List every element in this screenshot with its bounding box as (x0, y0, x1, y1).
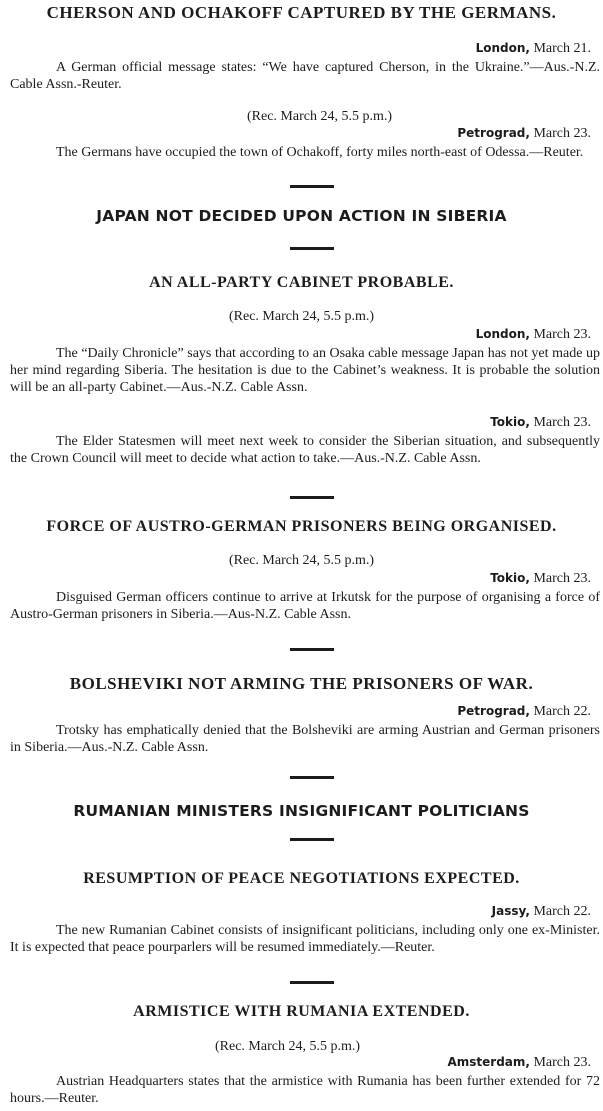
dateline-date: March 23. (533, 571, 591, 586)
dateline-place: Tokio, (490, 571, 530, 585)
received-note: (Rec. March 24, 5.5 p.m.) (246, 109, 393, 124)
received-note: (Rec. March 24, 5.5 p.m.) (228, 309, 375, 324)
subheadline: AN ALL-PARTY CABINET PROBABLE. (149, 274, 454, 291)
headline-prisoners-organised: FORCE OF AUSTRO-GERMAN PRISONERS BEING ORGANISED. (46, 518, 557, 535)
dispatch-text: The new Rumanian Cabinet consists of insignificant politicians, including only one ex-Minister. It is expected that peace pourparlers will be resumed immediately.—Reuter. (10, 923, 600, 955)
dateline-place: London, (475, 327, 530, 341)
dateline-place: Jassy, (491, 904, 530, 918)
section-divider (290, 838, 334, 841)
dispatch-text: The Elder Statesmen will meet next week to consider the Siberian situation, and subsequently the Crown Council will meet to decide what action to take.—Aus.-N.Z. Cable Assn. (10, 434, 600, 466)
section-divider (290, 247, 334, 250)
headline-rumanian-ministers: RUMANIAN MINISTERS INSIGNIFICANT POLITICIANS (73, 802, 530, 820)
dateline (492, 905, 591, 919)
headline-bolsheviki: BOLSHEVIKI NOT ARMING THE PRISONERS OF WAR. (69, 674, 534, 693)
subheadline: RESUMPTION OF PEACE NEGOTIATIONS EXPECTED. (83, 870, 520, 887)
dateline-date: March 21. (533, 41, 591, 56)
received-note: (Rec. March 24, 5.5 p.m.) (228, 553, 375, 568)
dispatch-text: The Germans have occupied the town of Ochakoff, forty miles north-east of Odessa.—Reuter. (56, 145, 584, 160)
headline-japan: JAPAN NOT DECIDED UPON ACTION IN SIBERIA (96, 207, 507, 225)
dispatch-text: Austrian Headquarters states that the armistice with Rumania has been further extended for 72 hours.—Reuter. (10, 1074, 600, 1106)
received-note: (Rec. March 24, 5.5 p.m.) (214, 1039, 361, 1054)
dateline-date: March 23. (533, 327, 591, 342)
headline-cherson: CHERSON AND OCHAKOFF CAPTURED BY THE GERMANS. (46, 3, 557, 22)
dispatch-text: Disguised German officers continue to arrive at Irkutsk for the purpose of organising a force of Austro-German prisoners in Siberia.—Aus-N.Z. Cable Assn. (10, 590, 600, 622)
headline-armistice: ARMISTICE WITH RUMANIA EXTENDED. (133, 1003, 470, 1020)
dateline (457, 127, 591, 141)
dateline (476, 42, 591, 56)
section-divider (290, 496, 334, 499)
dateline-date: March 23. (533, 1055, 591, 1070)
section-divider (290, 776, 334, 779)
dateline (476, 328, 591, 342)
dateline-date: March 22. (533, 704, 591, 719)
dateline (490, 416, 591, 430)
section-divider (290, 981, 334, 984)
dateline-date: March 23. (533, 126, 591, 141)
dateline (457, 705, 591, 719)
dispatch-text: The “Daily Chronicle” says that according to an Osaka cable message Japan has not yet made up her mind regarding Siberia. The hesitation is due to the Cabinet’s weakness. It is probable the solution will be an all-party Cabinet.—Aus.-N.Z. Cable Assn. (10, 346, 600, 395)
section-divider (290, 648, 334, 651)
dispatch-text: A German official message states: “We have captured Cherson, in the Ukraine.”—Aus.-N.Z. Cable Assn.-Reuter. (10, 60, 600, 92)
section-divider (290, 185, 334, 188)
dateline (447, 1056, 591, 1070)
dateline-place: Petrograd, (457, 704, 530, 718)
dateline-place: London, (475, 41, 530, 55)
dateline-date: March 23. (533, 415, 591, 430)
dateline-place: Tokio, (490, 415, 530, 429)
dateline-date: March 22. (533, 904, 591, 919)
dateline-place: Petrograd, (457, 126, 530, 140)
dispatch-text: Trotsky has emphatically denied that the Bolsheviki are arming Austrian and German prisoners in Siberia.—Aus.-N.Z. Cable Assn. (10, 723, 600, 755)
dateline (490, 572, 591, 586)
dateline-place: Amsterdam, (447, 1055, 530, 1069)
